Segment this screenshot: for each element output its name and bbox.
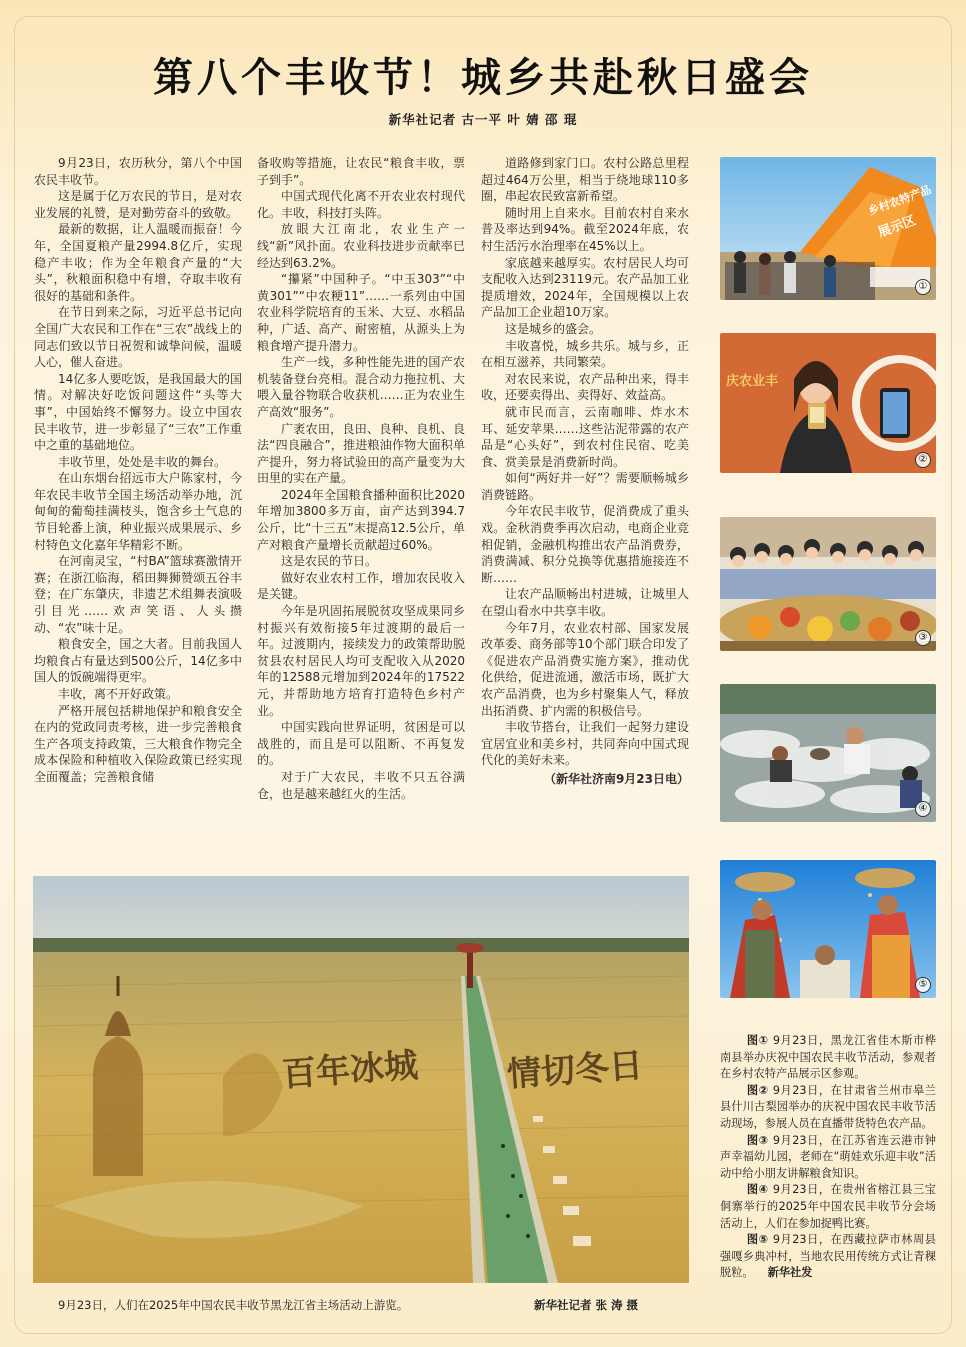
paragraph: 广袤农田，良田、良种、良机、良法“四良融合”，推进粮油作物大面积单产提升，努力将试验田的高产量变为大田里的实在产量。 xyxy=(257,421,465,486)
caption-1 xyxy=(720,1033,936,1083)
caption-2 xyxy=(720,1083,936,1133)
photo-number-badge: ① xyxy=(915,279,931,295)
caption-credit: 新华社发 xyxy=(767,1266,813,1280)
photo-captions xyxy=(720,1033,936,1282)
article-column-3 xyxy=(481,155,689,788)
paragraph: 在山东烟台招远市大户陈家村，今年农民丰收节全国主场活动举办地，沉甸甸的葡萄挂满枝头，饱含乡土气息的节目轮番上演，种业振兴成果展示、乡村特色文化嘉年华精彩不断。 xyxy=(34,471,242,552)
paragraph: 丰收喜悦，城乡共乐。城与乡，正在相互滋养，共同繁荣。 xyxy=(481,338,689,370)
paragraph: 丰收节里，处处是丰收的舞台。 xyxy=(58,454,227,469)
paragraph: 严格开展包括耕地保护和粮食安全在内的党政同责考核，进一步完善粮食生产各项支持政策，三大粮食作物完全成本保险和种植收入保险政策已经实现全面覆盖；完善粮食储 xyxy=(34,703,242,784)
photo-number-badge: ④ xyxy=(915,801,931,817)
paragraph: “攥紧”中国种子。“中玉303”“中黄301”“中农粳11”……一系列由中国农业科学院培育的玉米、大豆、水稻品种，广适、高产、耐密植，从源头上为粮食增产提升潜力。 xyxy=(257,272,465,353)
field-text-right: 情切冬日 xyxy=(505,1045,645,1095)
paragraph: 14亿多人要吃饭，是我国最大的国情。对解决好吃饭问题这件“头等大事”，中国始终不懈努力。设立中国农民丰收节，进一步彰显了“三农”工作重中之重的基础地位。 xyxy=(34,371,242,453)
paragraph: 粮食安全，国之大者。目前我国人均粮食占有量达到500公斤，14亿多中国人的饭碗端得更牢。 xyxy=(34,637,242,685)
paragraph: 这是属于亿万农民的节日，是对农业发展的礼赞，是对勤劳奋斗的致敬。 xyxy=(34,189,242,220)
paragraph: 中国式现代化离不开农业农村现代化。丰收，科技打头阵。 xyxy=(257,189,465,220)
caption-tag: 图① xyxy=(746,1034,769,1047)
caption-text: 9月23日，在甘肃省兰州市皋兰县什川古梨园举办的庆祝中国农民丰收节活动现场，参展人员在直播带货特色农产品。 xyxy=(720,1083,936,1130)
big-photo-credit: 新华社记者 张 涛 摄 xyxy=(534,1298,639,1312)
paragraph: 对于广大农民，丰收不只五谷满仓，也是越来越红火的生活。 xyxy=(257,769,465,801)
paragraph: 在河南灵宝，“村BA”篮球赛激情开赛；在浙江临海，稻田舞狮赞颂五谷丰登；在广东肇庆，非遗艺术组舞表演吸引目光……欢声笑语、人头攒动、“农”味十足。 xyxy=(34,554,242,635)
caption-text: 9月23日，在贵州省榕江县三宝侗寨举行的2025年中国农民丰收节分会场活动上，人们在参加捉鸭比赛。 xyxy=(720,1183,936,1230)
caption-4 xyxy=(720,1182,936,1232)
big-photo-caption: 9月23日，人们在2025年中国农民丰收节黑龙江省主场活动上游览。 xyxy=(58,1298,409,1312)
paragraph: 如何“两好并一好”？需要顺畅城乡消费链路。 xyxy=(481,471,689,502)
paragraph: 在节日到来之际，习近平总书记向全国广大农民和工作在“三农”战线上的同志们致以节日祝贺和诚挚问候，温暖人心，催人奋进。 xyxy=(34,305,242,370)
paragraph: 这是农民的节日。 xyxy=(281,554,378,569)
aerial-field-photo xyxy=(33,876,689,1283)
sign-line-1: 乡村农特产品 xyxy=(866,183,934,218)
photo-1-exhibition xyxy=(720,157,936,300)
paragraph: 放眼大江南北，农业生产一线“新”风扑面。农业科技进步贡献率已经达到63.2%。 xyxy=(257,222,465,270)
caption-text: 9月23日，在江苏省连云港市钟声幸福幼儿园，老师在“萌娃欢乐迎丰收”活动中给小朋友讲解粮食知识。 xyxy=(720,1133,936,1180)
article-column-2 xyxy=(257,155,465,802)
caption-5 xyxy=(720,1232,936,1282)
banner-text: 庆农业丰 xyxy=(726,374,779,389)
photo-4-duck-catching xyxy=(720,684,936,822)
article-column-1 xyxy=(34,155,242,786)
caption-tag: 图② xyxy=(746,1083,769,1097)
paragraph: 2024年全国粮食播种面积比2020年增加3800多万亩，亩产达到394.7公斤，比“十三五”末提高12.5公斤，单产对粮食产量增长贡献超过60%。 xyxy=(257,487,465,552)
caption-tag: 图⑤ xyxy=(746,1233,769,1247)
paragraph: 就市民而言，云南咖啡、炸水木耳、延安苹果……这些沾泥带露的农产品是“心头好”，到农村住民宿、吃美食、赏美景是消费新时尚。 xyxy=(481,404,689,469)
paragraph: 丰收节搭台，让我们一起努力建设宜居宜业和美乡村，共同奔向中国式现代化的美好未来。 xyxy=(481,720,689,768)
page-title: 第八个丰收节！城乡共赴秋日盛会 xyxy=(153,54,813,101)
paragraph: 对农民来说，农产品种出来，得丰收，还要卖得出、卖得好、效益高。 xyxy=(481,371,689,403)
caption-text: 9月23日，黑龙江省佳木斯市桦南县举办庆祝中国农民丰收节活动，参观者在乡村农特产品展示区参观。 xyxy=(720,1034,936,1081)
paragraph: 生产一线，多种性能先进的国产农机装备登台亮相。混合动力拖拉机、大喂入量谷物联合收获机……正为农业生产高效“服务”。 xyxy=(257,355,465,419)
photo-number-badge: ⑤ xyxy=(915,977,931,993)
paragraph: 9月23日，农历秋分，第八个中国农民丰收节。 xyxy=(34,156,242,187)
photo-3-kindergarten xyxy=(720,517,936,651)
paragraph: 丰收，离不开好政策。 xyxy=(58,687,179,701)
caption-tag: 图③ xyxy=(746,1133,769,1147)
paragraph: 这是城乡的盛会。 xyxy=(505,321,602,336)
byline: 新华社记者 古一平 叶 婧 邵 琨 xyxy=(388,112,578,127)
dateline: （新华社济南9月23日电） xyxy=(543,771,689,786)
caption-tag: 图④ xyxy=(746,1183,769,1197)
paragraph: 让农产品顺畅出村进城，让城里人在望山看水中共享丰收。 xyxy=(481,587,689,619)
caption-text: 9月23日，在西藏拉萨市林周县强嘎乡典冲村，当地农民用传统方式让青稞脱粒。 xyxy=(720,1233,936,1280)
photo-number-badge: ② xyxy=(915,452,931,468)
paragraph: 最新的数据，让人温暖而振奋！今年，全国夏粮产量2994.8亿斤，实现稳产丰收；作为全年粮食产量的“大头”，秋粮面积稳中有增，夺取丰收有很好的基础和条件。 xyxy=(34,222,242,303)
paragraph: 今年农民丰收节，促消费成了重头戏。金秋消费季再次启动，电商企业竞相促销，金融机构推出农产品消费券，消费满减、积分兑换等优惠措施接连不断…… xyxy=(481,504,689,585)
paragraph: 今年是巩固拓展脱贫攻坚成果同乡村振兴有效衔接5年过渡期的最后一年。过渡期内，接续发力的政策帮助脱贫县农村居民人均可支配收入从2020年的12588元增加到2024年的17522元，并帮助地方培育打造特色乡村产业。 xyxy=(257,604,465,718)
paragraph: 道路修到家门口。农村公路总里程超过464万公里，相当于绕地球110多圈，串起农民致富新希望。 xyxy=(481,156,689,204)
paragraph: 做好农业农村工作，增加农民收入是关键。 xyxy=(257,570,465,602)
photo-2-livestream xyxy=(720,333,936,473)
photo-5-threshing xyxy=(720,860,936,998)
paragraph: 今年7月，农业农村部、国家发展改革委、商务部等10个部门联合印发了《促进农产品消费实施方案》，推动优化供给，促进流通，激活市场，既扩大农产品消费，也为乡村聚集人气，释放出拓消费、扩内需的积极信号。 xyxy=(481,620,689,718)
paragraph: 中国实践向世界证明，贫困是可以战胜的，而且是可以阻断、不再复发的。 xyxy=(257,720,465,768)
field-text-left: 百年冰城 xyxy=(280,1045,420,1095)
paragraph: 备收购等措施，让农民“粮食丰收，票子到手”。 xyxy=(257,156,465,187)
paragraph: 家底越来越厚实。农村居民人均可支配收入达到23119元。农产品加工业提质增效，2024年，全国规模以上农产品加工企业超10万家。 xyxy=(481,255,689,320)
sign-line-2: 展示区 xyxy=(876,213,919,241)
photo-number-badge: ③ xyxy=(915,630,931,646)
caption-3 xyxy=(720,1133,936,1183)
paragraph: 随时用上自来水。目前农村自来水普及率达到94%。截至2024年底，农村生活污水治理率在45%以上。 xyxy=(481,205,689,253)
